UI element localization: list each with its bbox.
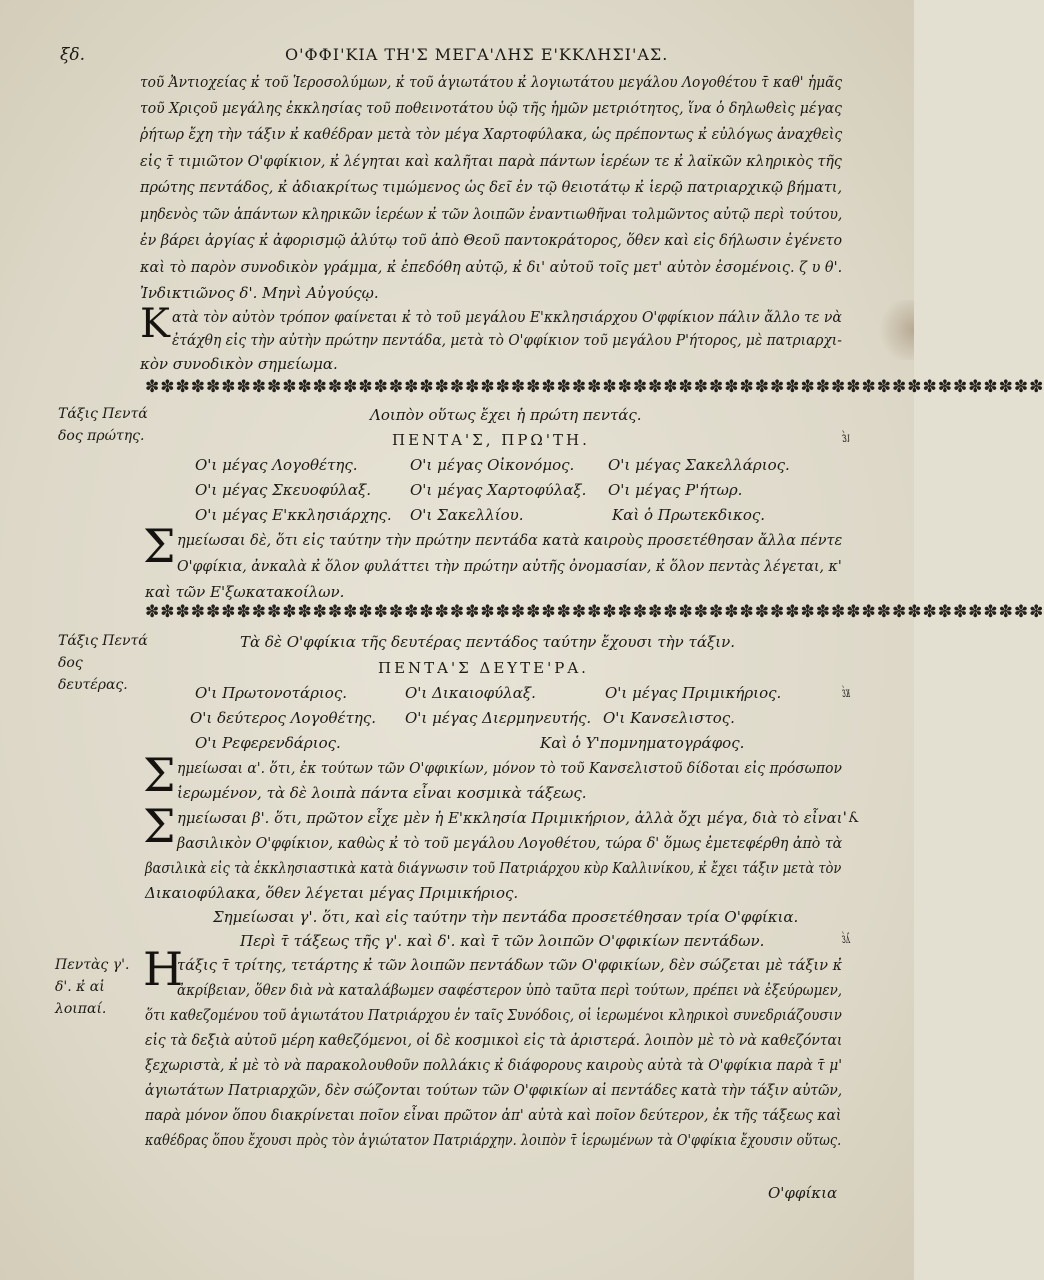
section-heading: ΠΕΝΤΑ'Σ, ΠΡΩ'ΤΗ.	[392, 431, 590, 449]
folio-number: ξδ.	[60, 45, 86, 65]
lead-line: Λοιπὸν οὕτως ἔχει ἡ πρώτη πεντάς.	[370, 406, 642, 424]
text-line: ημείωσαι β'. ὅτι, πρῶτον εἶχε μὲν ἡ Ε'κκλησία Πριμικήριον, ἀλλὰ ὄχι μέγα, διὰ τὸ εἶναι	[177, 809, 843, 827]
office-entry: Ο'ι Σακελλίου.	[410, 506, 524, 524]
text-line: ἀκρίβειαν, ὅθεν διὰ νὰ καταλάβωμεν σαφέστερον ὑπὸ ταῦτα περὶ τούτων, πρέπει νὰ ἐξεύρωμεν,	[177, 981, 843, 999]
text-line: καὶ τῶν Ε'ξωκατακοίλων.	[145, 583, 345, 601]
text-line: ἐτάχθη εἰς τὴν αὐτὴν πρώτην πεντάδα, μετὰ τὸ Ο'φφίκιον τοῦ μεγάλου Ρ'ήτορος, μὲ πατριαρχι-	[172, 331, 842, 349]
drop-initial: Η	[143, 942, 184, 996]
text-line: καθέδρας ὅπου ἔχουσι πρὸς τὸν ἁγιώτατον Πατριάρχην. λοιπὸν τ̄ ἱερωμένων τὰ Ο'φφίκια ἔχουσιν οὕτως.	[145, 1131, 842, 1149]
text-line: ῥήτωρ ἔχη τὴν τάξιν κ̓ καθέδραν μετὰ τὸν μέγα Χαρτοφύλακα, ὡς πρέποντως κ̓ εὐλόγως ἀναχθεὶς	[140, 125, 843, 143]
text-line: κὸν συνοδικὸν σημείωμα.	[140, 355, 338, 373]
text-line: βασιλικὸν Ο'φφίκιον, καθὼς κ̓ τὸ τοῦ μεγάλου Λογοθέτου, τώρα δ' ὅμως ἐμετεφέρθη ἀπὸ τὰ	[177, 834, 843, 852]
catchword: Ο'φφίκια	[768, 1184, 838, 1202]
margin-note: Τάξις Πεντά δος δευτέρας.	[58, 633, 148, 693]
office-entry: Ο'ι μέγας Οἰκονόμος.	[410, 456, 575, 474]
margin-number: ιέ	[841, 430, 850, 446]
ornament-band: ✽✽✽✽✽✽✽✽✽✽✽✽✽✽✽✽✽✽✽✽✽✽✽✽✽✽✽✽✽✽✽✽✽✽✽✽✽✽✽✽✽✽✽✽✽✽✽✽✽✽✽✽✽✽✽✽✽✽✽	[145, 377, 1044, 397]
margin-note: Τάξις Πεντά δος πρώτης.	[58, 406, 148, 444]
text-line: ατὰ τὸν αὐτὸν τρόπον φαίνεται κ̓ τὸ τοῦ μεγάλου Ε'κκλησιάρχου Ο'φφίκιον πάλιν ἄλλο τε νὰ	[172, 308, 842, 326]
drop-initial: Κ	[140, 301, 170, 347]
text-line: ἐν βάρει ἀργίας κ̓ ἀφορισμῷ ἀλύτῳ τοῦ ἀπὸ Θεοῦ παντοκράτορος, ὅθεν καὶ εἰς δήλωσιν ἐγένετο	[140, 231, 843, 249]
lead-line: Τὰ δὲ Ο'φφίκια τῆς δευτέρας πεντάδος ταύτην ἔχουσι τὴν τάξιν.	[240, 633, 735, 651]
section-heading: ΠΕΝΤΑ'Σ ΔΕΥΤΕ'ΡΑ.	[378, 659, 589, 677]
drop-initial: Σ	[143, 799, 176, 853]
text-line: τοῦ Ἀντιοχείας κ̓ τοῦ Ἱεροσολύμων, κ̓ τοῦ ἁγιωτάτου κ̓ λογιωτάτου μεγάλου Λογοθέτου τ̄ καθ' ἡμᾶς	[140, 73, 843, 91]
office-entry: Ο'ι μέγας Ε'κκλησιάρχης.	[195, 506, 392, 524]
margin-number: κέ	[842, 685, 850, 701]
text-line: ξεχωριστὰ, κ̓ μὲ τὸ νὰ παρακολουθοῦν πολλάκις κ̓ διάφορους καιροὺς αὐτὰ τὰ Ο'φφίκια παρὰ τ̄ μ'	[145, 1056, 843, 1074]
margin-number: λέ	[841, 931, 850, 947]
office-entry: Ο'ι μέγας Σακελλάριος.	[608, 456, 790, 474]
office-entry: Ο'ι μέγας Ρ'ήτωρ.	[608, 481, 743, 499]
text-line: καὶ τὸ παρὸν συνοδικὸν γράμμα, κ̓ ἐπεδόθη αὐτῷ, κ̓ δι' αὐτοῦ τοῖς μετ' αὐτὸν ἐσομένοις. ζ υ θ'.	[140, 258, 843, 276]
text-line: τοῦ Χριςοῦ μεγάλης ἐκκλησίας τοῦ ποθεινοτάτου ὑῷ τῆς ἡμῶν μετριότητος, ἵνα ὁ δηλωθεὶς μέγας	[140, 99, 843, 117]
office-entry: Ο'ι Ρεφερενδάριος.	[195, 734, 341, 752]
page-stain	[874, 300, 914, 360]
office-entry: Ο'ι μέγας Πριμικήριος.	[605, 684, 782, 702]
transition-line: Περὶ τ̄ τάξεως τῆς γ'. καὶ δ'. καὶ τ̄ τῶν λοιπῶν Ο'φφικίων πεντάδων.	[240, 932, 765, 950]
text-line: Σημείωσαι γ'. ὅτι, καὶ εἰς ταύτην τὴν πεντάδα προσετέθησαν τρία Ο'φφίκια.	[213, 908, 799, 926]
text-line: εἰς τ̄ τιμιῶτον Ο'φφίκιον, κ̓ λέγηται καὶ καλῆται παρὰ πάντων ἱερέων τε κ̓ λαϊκῶν κληρικὸς τῆς	[140, 152, 842, 170]
text-line: Ο'φφίκια, ἀνκαλὰ κ̓ ὅλον φυλάττει τὴν πρώτην αὐτῆς ὀνομασίαν, κ̓ ὅλον πεντὰς λέγεται, κ'	[177, 557, 842, 575]
office-entry: Ο'ι μέγας Λογοθέτης.	[195, 456, 358, 474]
text-line: ημείωσαι δὲ, ὅτι εἰς ταύτην τὴν πρώτην πεντάδα κατὰ καιροὺς προσετέθησαν ἄλλα πέντε	[177, 531, 843, 549]
text-line: ἱερωμένον, τὰ δὲ λοιπὰ πάντα εἶναι κοσμικὰ τάξεως.	[177, 784, 587, 802]
drop-initial: Σ	[143, 519, 176, 573]
drop-initial: Σ	[143, 748, 176, 802]
margin-note: Πεντὰς γ'. δ'. κ̓ αἱ λοιπαί.	[55, 957, 130, 1017]
margin-number: λ'	[842, 810, 858, 826]
text-line: τάξις τ̄ τρίτης, τετάρτης κ̓ τῶν λοιπῶν πεντάδων τῶν Ο'φφικίων, δὲν σώζεται μὲ τάξιν κ̓	[177, 956, 843, 974]
text-line: βασιλικὰ εἰς τὰ ἐκκλησιαστικὰ κατὰ διάγνωσιν τοῦ Πατριάρχου κὺρ Καλλινίκου, κ̓ ἔχει τάξιν μετὰ τὸν	[145, 859, 842, 877]
office-entry: Ο'ι Πρωτονοτάριος.	[195, 684, 348, 702]
text-line: ἁγιωτάτων Πατριαρχῶν, δὲν σώζονται τούτων τῶν Ο'φφικίων αἱ πεντάδες κατὰ τὴν τάξιν αὐτῶν,	[145, 1081, 843, 1099]
text-line: Ἰνδικτιῶνος δ'. Μηνὶ Αὐγούςῳ.	[140, 284, 379, 302]
ornament-band: ✽✽✽✽✽✽✽✽✽✽✽✽✽✽✽✽✽✽✽✽✽✽✽✽✽✽✽✽✽✽✽✽✽✽✽✽✽✽✽✽✽✽✽✽✽✽✽✽✽✽✽✽✽✽✽✽✽✽✽	[145, 602, 1044, 622]
office-entry: Ο'ι μέγας Σκευοφύλαξ.	[195, 481, 372, 499]
office-entry: Ο'ι μέγας Διερμηνευτής.	[405, 709, 592, 727]
text-line: Δικαιοφύλακα, ὅθεν λέγεται μέγας Πριμικήριος.	[145, 884, 519, 902]
text-line: μηδενὸς τῶν ἁπάντων κληρικῶν ἱερέων κ̓ τῶν λοιπῶν ἐναντιωθῆναι τολμῶντος αὐτῷ περὶ τούτου,	[140, 205, 843, 223]
office-entry: Καὶ ὁ Πρωτεκδικος.	[612, 506, 766, 524]
office-entry: Ο'ι Κανσελιστος.	[603, 709, 735, 727]
text-line: ὅτι καθεζομένου τοῦ ἁγιωτάτου Πατριάρχου ἐν ταῖς Συνόδοις, οἱ ἱερωμένοι κληρικοὶ συνεδριάζουσιν	[145, 1006, 842, 1024]
text-line: πρώτης πεντάδος, κ̓ ἀδιακρίτως τιμώμενος ὡς δεῖ ἐν τῷ θειοτάτῳ κ̓ ἱερῷ πατριαρχικῷ βήματι,	[140, 178, 843, 196]
office-entry: Ο'ι Δικαιοφύλαξ.	[405, 684, 536, 702]
text-line: εἰς τὰ δεξιὰ αὐτοῦ μέρη καθεζόμενοι, οἱ δὲ κοσμικοὶ εἰς τὰ ἀριστερά. λοιπὸν μὲ τὸ νὰ καθεζόνται	[145, 1031, 843, 1049]
running-head: Ο'ΦΦΙ'ΚΙΑ ΤΗ'Σ ΜΕΓΑ'ΛΗΣ Ε'ΚΚΛΗΣΙ'ΑΣ.	[285, 45, 669, 64]
text-line: παρὰ μόνον ὅπου διακρίνεται ποῖον εἶναι πρῶτον ἀπ' αὐτὰ καὶ ποῖον δεύτερον, ἐκ τῆς τάξεως καὶ	[145, 1106, 842, 1124]
office-entry: Ο'ι μέγας Χαρτοφύλαξ.	[410, 481, 587, 499]
office-entry: Ο'ι δεύτερος Λογοθέτης.	[190, 709, 377, 727]
office-entry: Καὶ ὁ Υ'πομνηματογράφος.	[540, 734, 745, 752]
text-line: ημείωσαι α'. ὅτι, ἐκ τούτων τῶν Ο'φφικίων, μόνον τὸ τοῦ Κανσελιστοῦ δίδοται εἰς πρόσωπον	[177, 759, 842, 777]
